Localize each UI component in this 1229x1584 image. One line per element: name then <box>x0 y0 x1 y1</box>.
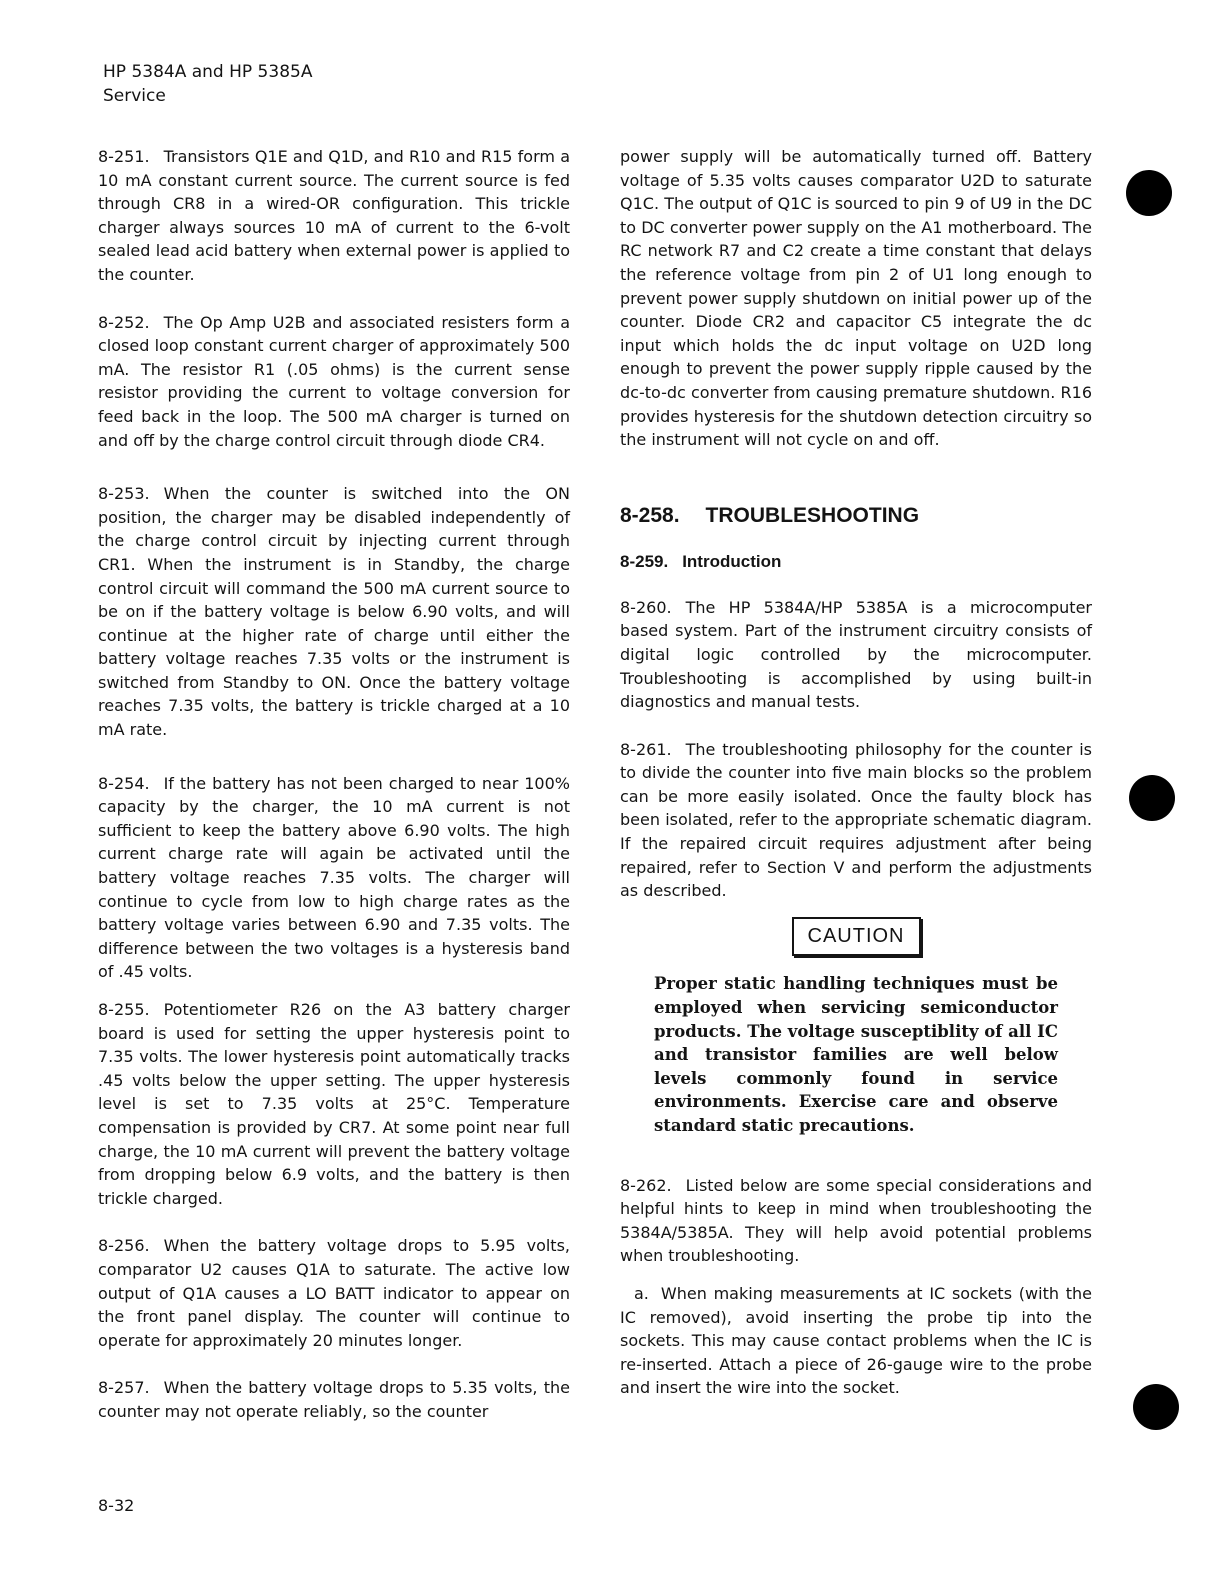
list-item-letter: a. <box>634 1283 649 1303</box>
paragraph-text: Potentiometer R26 on the A3 battery charger board is used for setting the upper hysteresis point to 7.35 volts. The lower hysteresis point automatically tracks .45 volts below the upper setting. The upper hysteresis level is set to 7.35 volts at 25°C. Temperature compensation is provided by CR7. At some point near full charge, the 10 mA current will prevent the battery voltage from dropping below 6.9 volts, and the battery is then trickle charged. <box>98 1000 570 1208</box>
paragraph-text: If the battery has not been charged to near 100% capacity by the charger, the 10 mA current is not sufficient to keep the battery above 6.90 volts. The high current charge rate will again be activated until the battery voltage reaches 7.35 volts. The charger will continue to cycle from low to high charge rates as the battery voltage varies between 6.90 and 7.35 volts. The difference between the two voltages is a hysteresis band of .45 volts. <box>98 773 570 982</box>
paragraph-number: 8-253. <box>98 484 150 504</box>
paragraph-8-262 <box>620 1174 1092 1268</box>
caution-label-wrap <box>620 917 1092 957</box>
subsection-heading <box>620 550 1092 574</box>
paragraph-text: When the counter is switched into the ON position, the charger may be disabled independently of the charge control circuit by injecting current through CR1. When the instrument is in Standby, the charge control circuit will command the 500 mA current source to be on if the battery voltage is below 6.90 volts, and will continue at the higher rate of charge until either the battery voltage reaches 7.35 volts or the instrument is switched from Standby to ON. Once the battery voltage reaches 7.35 volts, the battery is trickle charged at a 10 mA rate. <box>98 484 570 740</box>
paragraph-8-252 <box>98 311 570 453</box>
paragraph-8-256 <box>98 1234 570 1352</box>
paragraph-text: When the battery voltage drops to 5.35 volts, the counter may not operate reliably, so the counter <box>98 1378 570 1421</box>
section-number: 8-258. <box>620 503 680 527</box>
paragraph-text: Transistors Q1E and Q1D, and R10 and R15 form a 10 mA constant current source. The current source is fed through CR8 in a wired-OR configuration. This trickle charger always sources 10 mA of current to the 6-volt sealed lead acid battery when external power is applied to the counter. <box>98 147 570 284</box>
paragraph-number: 8-262. <box>620 1175 672 1195</box>
paragraph-number: 8-256. <box>98 1236 150 1256</box>
paragraph-number: 8-252. <box>98 312 150 332</box>
paragraph-number: 8-254. <box>98 773 150 793</box>
paragraph-text: The troubleshooting philosophy for the counter is to divide the counter into five main blocks so the problem can be more easily isolated. Once the faulty block has been isolated, refer to the appropriate schematic diagram. If the repaired circuit requires adjustment after being repaired, refer to Section V and perform the adjustments as described. <box>620 739 1092 901</box>
subsection-title: Introduction <box>682 551 782 571</box>
subsection-number: 8-259. <box>620 551 669 571</box>
section-heading <box>620 502 1092 530</box>
paragraph-8-260 <box>620 596 1092 714</box>
paragraph-text: When the battery voltage drops to 5.95 volts, comparator U2 causes Q1A to saturate. The active low output of Q1A causes a LO BATT indicator to appear on the front panel display. The counter will continue to operate for approximately 20 minutes longer. <box>98 1236 570 1350</box>
page-number: 8-32 <box>98 1496 135 1515</box>
caution-label: CAUTION <box>792 917 921 957</box>
header-model: HP 5384A and HP 5385A <box>103 62 313 82</box>
paragraph-8-257 <box>98 1376 570 1423</box>
paragraph-8-261 <box>620 738 1092 903</box>
paragraph-8-257-continued: power supply will be automatically turned off. Battery voltage of 5.35 volts causes comparator U2D to saturate Q1C. The output of Q1C is sourced to pin 9 of U9 in the DC to DC converter power supply on the A1 motherboard. The RC network R7 and C2 create a time constant that delays the reference voltage from pin 2 of U1 long enough to prevent power supply shutdown on initial power up of the counter. Diode CR2 and capacitor C5 integrate the dc input which holds the dc input voltage on U2D long enough to prevent the power supply ripple caused by the dc-to-dc converter from causing premature shutdown. R16 provides hysteresis for the shutdown detection circuitry so the instrument will not cycle on and off. <box>620 147 1092 450</box>
paragraph-8-255 <box>98 998 570 1210</box>
left-column <box>98 145 570 1424</box>
binder-hole-mark <box>1129 775 1175 821</box>
section-title: TROUBLESHOOTING <box>705 503 920 527</box>
header-section: Service <box>103 86 166 106</box>
paragraph-text: The Op Amp U2B and associated resisters form a closed loop constant current charger of approximately 500 mA. The resistor R1 (.05 ohms) is the current sense resistor providing the current to voltage conversion for feed back in the loop. The 500 mA charger is turned on and off by the charge control circuit through diode CR4. <box>98 312 570 450</box>
paragraph-text: The HP 5384A/HP 5385A is a microcomputer based system. Part of the instrument circuitry consists of digital logic controlled by the microcomputer. Troubleshooting is accomplished by using built-in diagnostics and manual tests. <box>620 597 1092 712</box>
paragraph-number: 8-257. <box>98 1378 150 1398</box>
list-item-a <box>620 1282 1092 1400</box>
paragraph-number: 8-260. <box>620 597 672 617</box>
binder-hole-mark <box>1126 170 1172 216</box>
paragraph-number: 8-251. <box>98 147 150 166</box>
caution-text: Proper static handling techniques must be employed when servicing semiconductor products. The voltage susceptiblity of all IC and transistor families are well below levels commonly found in service environments. Exercise care and observe standard static precautions. <box>654 974 1058 1135</box>
paragraph-8-254 <box>98 772 570 984</box>
paragraph-8-253 <box>98 482 570 742</box>
paragraph-number: 8-261. <box>620 739 672 759</box>
page-header <box>103 60 312 108</box>
paragraph-number: 8-255. <box>98 1000 150 1019</box>
list-item-text: When making measurements at IC sockets (with the IC removed), avoid inserting the probe tip into the sockets. This may cause contact problems when the IC is re-inserted. Attach a piece of 26-gauge wire to the probe and insert the wire into the socket. <box>620 1283 1092 1398</box>
paragraph-text: Listed below are some special considerations and helpful hints to keep in mind when troubleshooting the 5384A/5385A. They will help avoid potential problems when troubleshooting. <box>620 1175 1092 1266</box>
right-column <box>620 145 1092 1400</box>
paragraph-8-251 <box>98 145 570 287</box>
binder-hole-mark <box>1133 1384 1179 1430</box>
